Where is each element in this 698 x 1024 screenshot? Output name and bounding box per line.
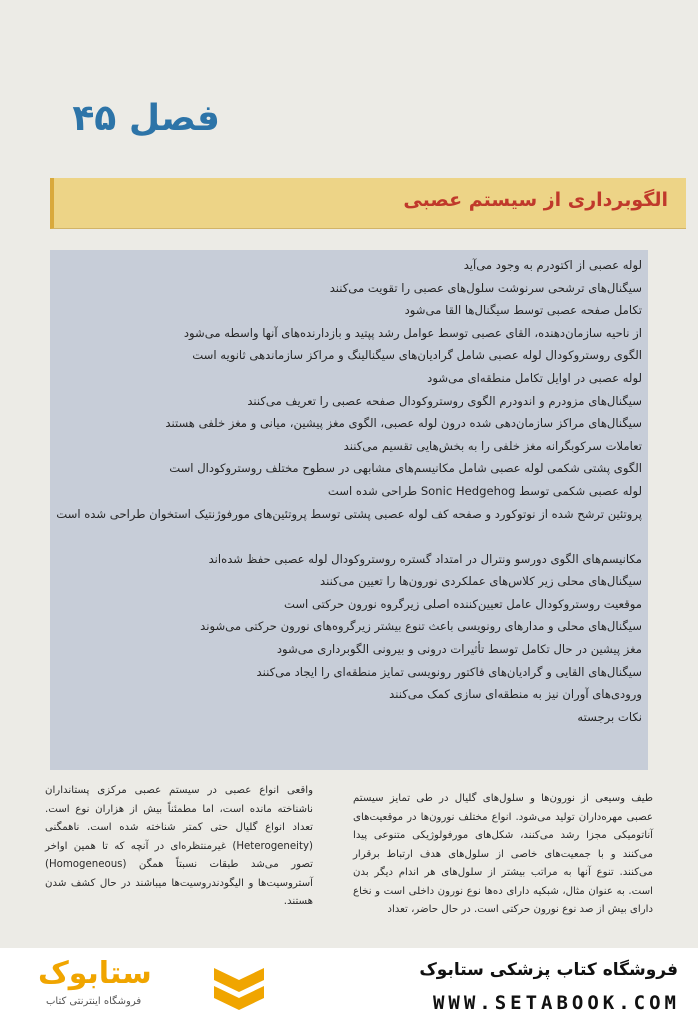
- outline-item: سیگنال‌های محلی زیر کلاس‌های عملکردی نورون‌ها را تعیین می‌کنند: [319, 574, 642, 589]
- outline-item: لوله عصبی در اوایل تکامل منطقه‌ای می‌شود: [427, 370, 642, 385]
- outline-item: سیگنال‌های القایی و گرادیان‌های فاکتور رونویسی تمایز منطقه‌ای را ایجاد می‌کنند: [256, 664, 642, 679]
- outline-item: از ناحیه سازمان‌دهنده، القای عصبی توسط عوامل رشد پپتید و بازدارنده‌های آنها واسطه می‌شود: [183, 325, 642, 340]
- outline-item: الگوی روستروکودال لوله عصبی شامل گرادیان‌های سیگنالینگ و مراکز سازماندهی ثانویه است: [192, 348, 642, 363]
- outline-item: مغز پیشین در حال تکامل توسط تأثیرات درونی و بیرونی الگوبرداری می‌شود: [276, 641, 642, 656]
- outline-item: سیگنال‌های مراکز سازمان‌دهی شده درون لوله عصبی، الگوی مغز پیشین، میانی و مغز خلفی هستند: [165, 416, 642, 431]
- outline-item: لوله عصبی از اکتودرم به وجود می‌آید: [463, 258, 642, 272]
- outline-item: تکامل صفحه عصبی توسط سیگنال‌ها القا می‌شود: [404, 303, 642, 318]
- store-name: فروشگاه کتاب پزشکی ستابوک: [419, 960, 678, 980]
- outline-item: پروتئین ترشح شده از نوتوکورد و صفحه کف لوله عصبی پشتی توسط پروتئین‌های مورفوژنتیک استخوان طراحی شده است: [56, 506, 642, 521]
- outline-item: سیگنال‌های ترشحی سرنوشت سلول‌های عصبی را تقویت می‌کنند: [329, 280, 642, 295]
- chapter-title: فصل ۴۵: [72, 98, 220, 139]
- outline-item: سیگنال‌های محلی و مدارهای رونویسی باعث تنوع بیشتر زیرگروه‌های نورون حرکتی می‌شوند: [200, 619, 642, 634]
- outline-item: لوله عصبی شکمی توسط Sonic Hedgehog طراحی شده است: [327, 483, 642, 498]
- outline-item: تعاملات سرکوبگرانه مغز خلفی را به بخش‌هایی تقسیم می‌کنند: [343, 438, 642, 453]
- outline-item: سیگنال‌های مزودرم و اندودرم الگوی روستروکودال صفحه عصبی را تعریف می‌کنند: [247, 393, 642, 408]
- outline-item: الگوی پشتی شکمی لوله عصبی شامل مکانیسم‌های مشابهی در سطوح مختلف روستروکودال است: [169, 461, 642, 476]
- store-url-link[interactable]: WWW.SETABOOK.COM: [432, 992, 680, 1014]
- chapter-outline-box: [50, 250, 648, 770]
- store-footer: [0, 948, 698, 1024]
- chapter-outline-list: [56, 254, 642, 728]
- outline-item: نکات برجسته: [577, 709, 642, 724]
- store-logo: [30, 956, 270, 1018]
- logo-wordmark: ستابوک: [38, 956, 152, 991]
- outline-item: موقعیت روستروکودال عامل تعیین‌کننده اصلی زیرگروه نورون حرکتی است: [283, 596, 642, 611]
- section-header-band: [50, 178, 686, 229]
- outline-item: مکانیسم‌های الگوی دورسو ونترال در امتداد گستره روستروکودال لوله عصبی حفظ شده‌اند: [208, 551, 642, 566]
- body-text-column-right: طیف وسیعی از نورون‌ها و سلول‌های گلیال در طی تمایز سیستم عصبی مهره‌داران تولید می‌شود. انواع مختلف نورون‌ها در موقعیت‌های آناتومیکی مجزا رشد می‌کنند، شکل‌های مورفولوژیکی متنوعی پیدا می‌کنند و با جمعیت‌های خاصی از سلول‌های هدف ارتباط برقرار می‌کنند. تنوع آنها به مراتب بیشتر از سلول‌های هر اندام دیگر بدن است. به عنوان مثال، شبکیه دارای ده‌ها نوع نورون داخلی است و نخاع دارای بیش از صد نوع نورون حرکتی است. در حال حاضر، تعداد: [353, 793, 653, 915]
- section-title: الگوبرداری از سیستم عصبی: [403, 189, 668, 211]
- logo-tagline: فروشگاه اینترنتی کتاب: [46, 996, 142, 1007]
- body-text-column-left: واقعی انواع عصبی در سیستم عصبی مرکزی پستانداران ناشناخته مانده است، اما مطمئناً بیش از هزاران نوع است. تعداد انواع گلیال حتی کمتر شناخته شده است. ناهمگنی (Heterogeneity) غیرمنتظره‌ای در آنچه که تا همین اواخر تصور می‌شد طبقات نسبتاً همگن (Homogeneous) آستروسیت‌ها و الیگودندروسیت‌ها میباشند در حال کشف شدن هستند.: [45, 785, 313, 907]
- outline-item: ورودی‌های آوران نیز به منطقه‌ای سازی کمک می‌کنند: [389, 687, 642, 702]
- logo-chevron-icon: [210, 962, 268, 1014]
